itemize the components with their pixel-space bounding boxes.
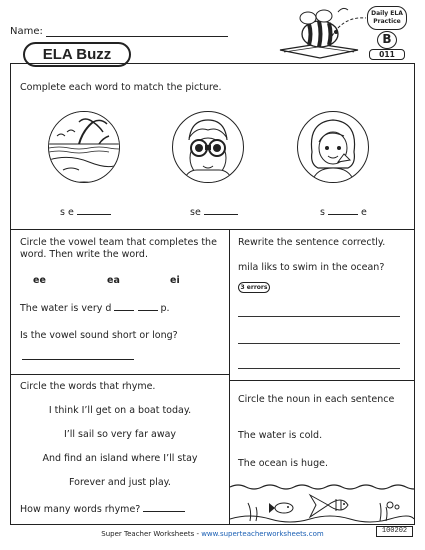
- rhyme-question-text: How many words rhyme?: [20, 504, 141, 515]
- word-item-1: [60, 207, 111, 219]
- word-item-3-suffix: e: [361, 207, 367, 218]
- word-3-blank[interactable]: [328, 214, 358, 215]
- name-label: Name:: [10, 26, 43, 37]
- badge-letter: B: [377, 31, 397, 49]
- section2-instruction: Circle the vowel team that completes the word. Then write the word.: [20, 237, 217, 261]
- word-item-3: [320, 207, 367, 219]
- errors-badge: 3 errors: [238, 282, 270, 293]
- word-item-2-prefix: se: [190, 207, 201, 218]
- word-item-2: [190, 207, 238, 219]
- word-item-3-prefix: s: [320, 207, 325, 218]
- girl-picture: [297, 111, 369, 183]
- badge-sub-text: Practice: [373, 18, 401, 25]
- rewrite-line-1[interactable]: [238, 316, 400, 317]
- rewrite-line-2[interactable]: [238, 343, 400, 344]
- name-line[interactable]: [46, 36, 228, 37]
- badge-number: 011: [369, 49, 405, 60]
- vowel-sentence-start: The water is very d: [20, 303, 112, 314]
- section1-instruction: Complete each word to match the picture.: [20, 82, 222, 93]
- section4-instruction: Circle the words that rhyme.: [20, 381, 156, 392]
- worksheet-code: 100202: [376, 526, 413, 537]
- dashed-path-icon: [330, 10, 370, 40]
- section5-instruction: Circle the noun in each sentence: [238, 394, 395, 405]
- section-rewrite: [229, 229, 415, 381]
- word-item-1-prefix: s e: [60, 207, 74, 218]
- section3-instruction: Rewrite the sentence correctly.: [238, 237, 386, 248]
- poem-line-4: Forever and just play.: [69, 477, 171, 488]
- poem-line-2: I’ll sail so very far away: [63, 429, 177, 440]
- fish-scene-icon: [230, 481, 414, 524]
- rhyme-question: [20, 504, 185, 516]
- seashore-picture: [48, 111, 120, 183]
- vowel-blank-1[interactable]: [114, 310, 134, 311]
- vowel-blank-2[interactable]: [138, 310, 158, 311]
- vowel-option-ea[interactable]: ea: [107, 275, 120, 286]
- vowel-option-ee[interactable]: ee: [33, 275, 46, 286]
- rewrite-line-3[interactable]: [238, 368, 400, 369]
- word-2-blank[interactable]: [204, 214, 238, 215]
- section-rhyme: [10, 374, 230, 525]
- vowel-sentence: [20, 303, 170, 315]
- vowel-option-ei[interactable]: ei: [170, 275, 180, 286]
- word-1-blank[interactable]: [77, 214, 111, 215]
- badge-top-text: Daily ELA: [371, 10, 403, 17]
- vowel-answer-line[interactable]: [22, 359, 134, 360]
- noun-sentence-1: The water is cold.: [238, 430, 323, 441]
- vowel-sentence-end: p.: [160, 303, 170, 314]
- poem-line-1: I think I’ll get on a boat today.: [48, 405, 192, 416]
- page-title: ELA Buzz: [42, 46, 112, 63]
- rewrite-sentence: mila liks to swim in the ocean?: [238, 262, 385, 273]
- binoculars-picture: [172, 111, 244, 183]
- footer-url[interactable]: www.superteacherworksheets.com: [201, 530, 324, 538]
- vowel-question: Is the vowel sound short or long?: [20, 330, 178, 341]
- poem-line-3: And find an island where I’ll stay: [42, 453, 198, 464]
- rhyme-answer-blank[interactable]: [143, 511, 185, 512]
- footer: [0, 530, 425, 538]
- footer-brand: Super Teacher Worksheets -: [101, 530, 202, 538]
- noun-sentence-2: The ocean is huge.: [238, 458, 328, 469]
